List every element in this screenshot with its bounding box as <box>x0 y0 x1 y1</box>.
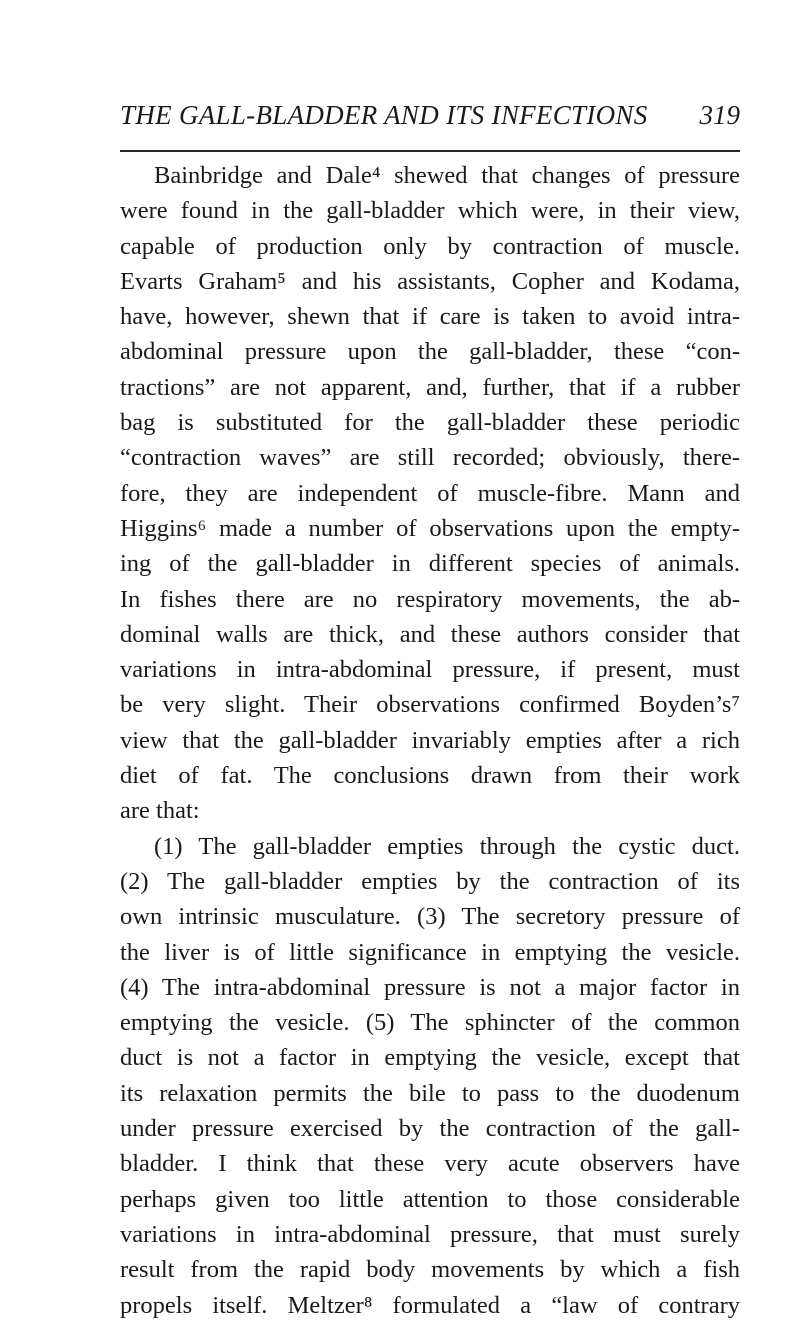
text-line: own intrinsic musculature. (3) The secretory pressure of <box>120 903 740 931</box>
text-line: In fishes there are no respiratory movements, the ab- <box>120 585 740 613</box>
text-line: tractions” are not apparent, and, further, that if a rubber <box>120 373 740 401</box>
text-line: Evarts Graham⁵ and his assistants, Copher and Kodama, <box>120 267 740 295</box>
text-line: be very slight. Their observations confirmed Boyden’s⁷ <box>120 691 740 719</box>
text-line: fore, they are independent of muscle-fibre. Mann and <box>120 479 740 507</box>
running-head <box>120 100 740 140</box>
text-line: ing of the gall-bladder in different species of animals. <box>120 550 740 578</box>
text-line: duct is not a factor in emptying the vesicle, except that <box>120 1044 740 1072</box>
text-line: perhaps given too little attention to those considerable <box>120 1185 740 1213</box>
header-rule <box>120 150 740 152</box>
text-line: were found in the gall-bladder which were, in their view, <box>120 197 740 225</box>
text-line: Higgins⁶ made a number of observations upon the empty- <box>120 514 740 542</box>
text-line: dominal walls are thick, and these authors consider that <box>120 620 740 648</box>
text-line: (1) The gall-bladder empties through the cystic duct. <box>154 832 740 860</box>
text-line: abdominal pressure upon the gall-bladder, these “con- <box>120 338 740 366</box>
text-line: have, however, shewn that if care is taken to avoid intra- <box>120 303 740 331</box>
text-line: variations in intra-abdominal pressure, if present, must <box>120 656 740 684</box>
text-line: bag is substituted for the gall-bladder these periodic <box>120 409 740 437</box>
text-line: variations in intra-abdominal pressure, that must surely <box>120 1220 740 1248</box>
text-line: propels itself. Meltzer⁸ formulated a “law of contrary <box>120 1291 740 1319</box>
text-line: emptying the vesicle. (5) The sphincter of the common <box>120 1009 740 1037</box>
text-line: the liver is of little significance in emptying the vesicle. <box>120 938 740 966</box>
text-line: result from the rapid body movements by which a fish <box>120 1256 740 1284</box>
text-line: (2) The gall-bladder empties by the contraction of its <box>120 867 740 895</box>
text-line: under pressure exercised by the contraction of the gall- <box>120 1115 740 1143</box>
page-number: 319 <box>699 100 740 130</box>
text-line: diet of fat. The conclusions drawn from their work <box>120 762 740 790</box>
text-line: capable of production only by contraction of muscle. <box>120 232 740 260</box>
text-line: are that: <box>120 797 200 825</box>
body-text <box>120 158 740 1323</box>
text-line: view that the gall-bladder invariably empties after a rich <box>120 726 740 754</box>
text-line: its relaxation permits the bile to pass to the duodenum <box>120 1079 740 1107</box>
text-line: “contraction waves” are still recorded; obviously, there- <box>120 444 740 472</box>
text-line: (4) The intra-abdominal pressure is not a major factor in <box>120 973 740 1001</box>
text-line: Bainbridge and Dale⁴ shewed that changes of pressure <box>154 162 740 189</box>
text-line: bladder. I think that these very acute observers have <box>120 1150 740 1178</box>
running-title: THE GALL-BLADDER AND ITS INFECTIONS <box>120 100 648 130</box>
